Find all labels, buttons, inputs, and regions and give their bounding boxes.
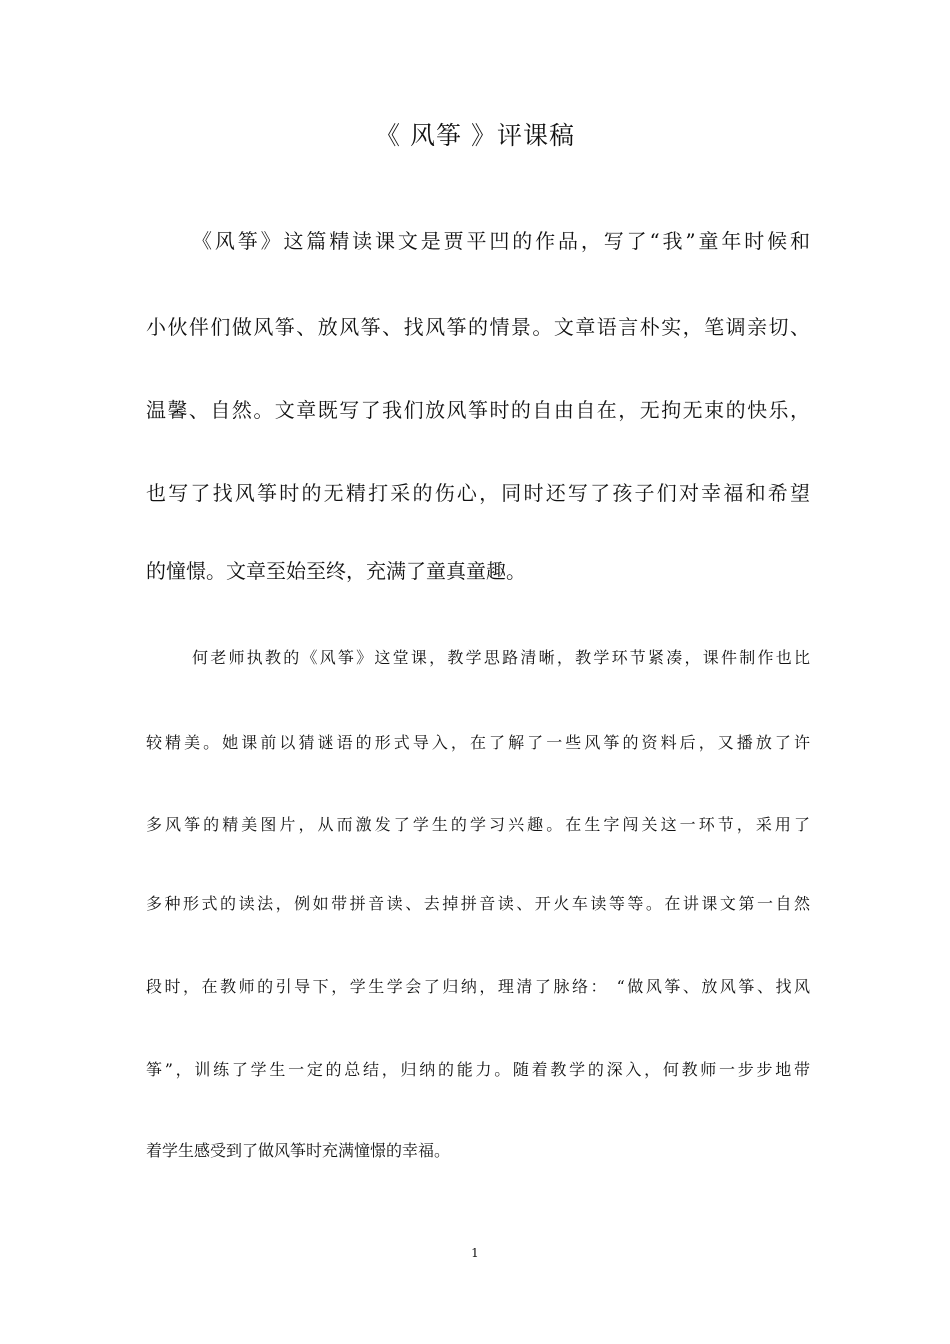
paragraph-line: 何老师执教的《风筝》这堂课，教学思路清晰，教学环节紧凑，课件制作也比 [192,648,810,667]
document-title: 《 风筝 》评课稿 [375,121,575,150]
paragraph-line: 多种形式的读法，例如带拼音读、去掉拼音读、开火车读等等。在讲课文第一自然 [146,894,810,913]
paragraph-line: 《风筝》这篇精读课文是贾平凹的作品，写了“我”童年时候和 [192,229,810,253]
paragraph-line: 段时，在教师的引导下，学生学会了归纳，理清了脉络： “做风筝、放风筝、找风 [146,977,810,996]
paragraph-line: 筝”，训练了学生一定的总结，归纳的能力。随着教学的深入，何教师一步步地带 [146,1060,810,1079]
paragraph-line: 温馨、自然。文章既写了我们放风筝时的自由自在，无拘无束的快乐， [146,398,810,422]
paragraph-line: 小伙伴们做风筝、放风筝、找风筝的情景。文章语言朴实，笔调亲切、 [146,315,810,339]
paragraph-line: 多风筝的精美图片，从而激发了学生的学习兴趣。在生字闯关这一环节，采用了 [146,815,810,834]
paragraph-line: 较精美。她课前以猜谜语的形式导入，在了解了一些风筝的资料后，又播放了许 [146,733,810,752]
page-number: 1 [471,1246,479,1260]
paragraph-line: 的憧憬。文章至始至终，充满了童真童趣。 [146,559,526,583]
paragraph-line: 着学生感受到了做风筝时充满憧憬的幸福。 [146,1141,451,1160]
paragraph-line: 也写了找风筝时的无精打采的伤心，同时还写了孩子们对幸福和希望 [146,481,810,505]
